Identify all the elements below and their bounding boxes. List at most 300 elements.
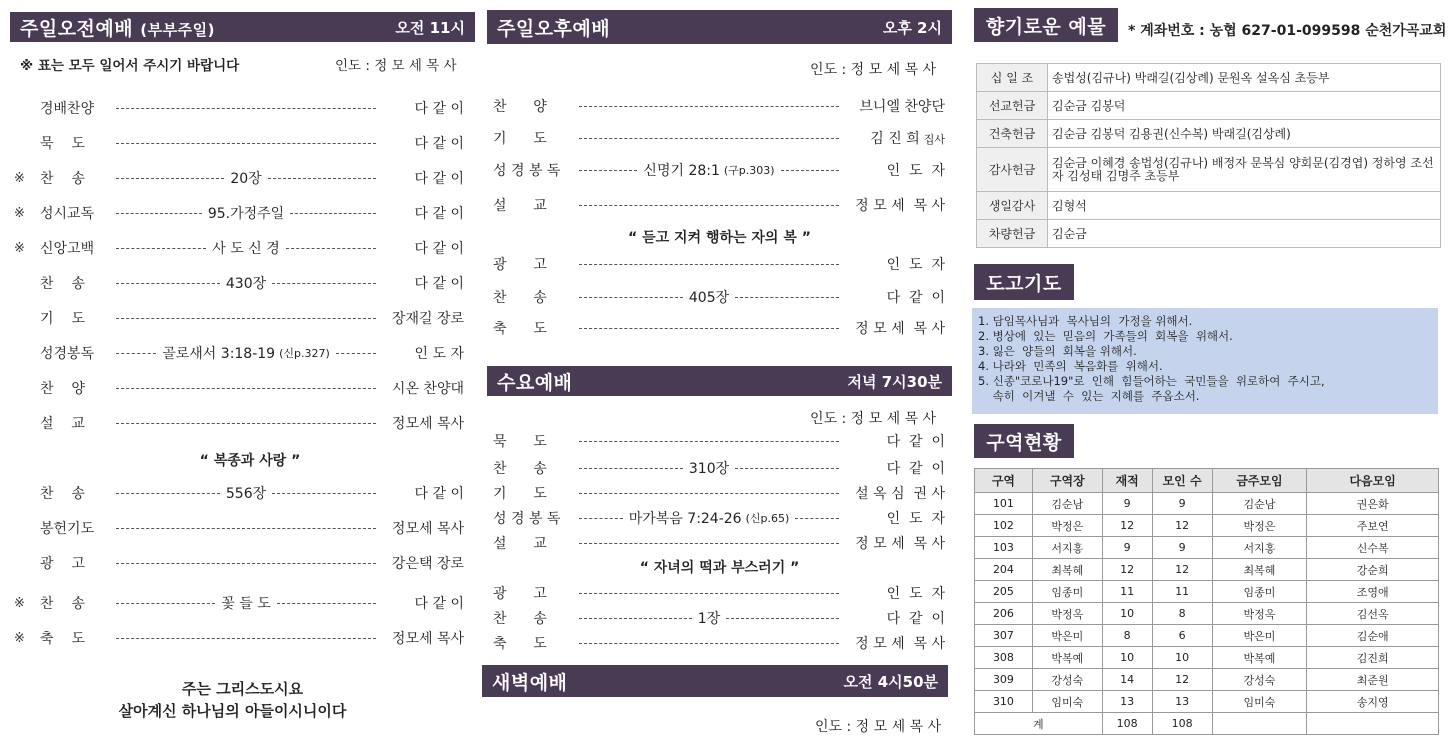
order-person: 정 모 세 목 사 (855, 198, 945, 214)
regions-cell: 박은미 (1212, 625, 1307, 647)
regions-cell: 주보연 (1307, 515, 1439, 537)
order-leader-dots (110, 423, 382, 424)
order-label: 봉헌기도 (40, 521, 95, 537)
dotted-leader (579, 205, 839, 206)
regions-table (974, 468, 1439, 735)
prayer-item: 5. 신종"코로나19"로 인해 힘들어하는 국민들을 위로하여 주시고, (978, 374, 1325, 388)
dotted-leader (116, 493, 220, 494)
scripture-page-ref: (구p.303) (723, 164, 775, 177)
order-detail: 마가복음 7:24-26 (628, 511, 742, 527)
dotted-leader (336, 353, 376, 354)
order-person-title: 집사 (923, 133, 945, 146)
order-person: 인 도 자 (886, 257, 945, 273)
regions-cell: 11 (1152, 581, 1212, 603)
order-person: 강은택 장로 (391, 556, 464, 572)
order-item (493, 128, 945, 148)
dotted-leader (579, 518, 623, 519)
regions-cell: 김순남 (1212, 493, 1307, 515)
order-leader-dots (573, 264, 845, 265)
order-detail: 골로새서 3:18-19 (162, 346, 276, 362)
offering-category: 선교헌금 (977, 92, 1048, 120)
order-person: 다 같 이 (414, 136, 464, 152)
order-detail: 1장 (697, 611, 721, 627)
dotted-leader (272, 283, 376, 284)
dotted-leader (116, 563, 376, 564)
regions-cell: 13 (1152, 691, 1212, 713)
offering-row (977, 120, 1441, 148)
dotted-leader (579, 170, 637, 171)
order-detail: 95.가정주일 (207, 206, 285, 222)
order-leader-dots (110, 203, 382, 223)
dotted-leader (781, 170, 839, 171)
scripture-page-ref: (신p.65) (745, 512, 790, 525)
order-person: 정 모 세 목 사 (855, 321, 945, 337)
offering-names: 김순금 이혜경 송법성(김규나) 배정자 문복심 양회문(김경엽) 정하영 조선자 김성태 김명주 초등부 (1048, 148, 1441, 192)
order-leader-dots (110, 168, 382, 188)
regions-cell: 박은미 (1032, 625, 1102, 647)
order-detail: 405장 (688, 290, 730, 306)
order-label: 찬 송 (40, 486, 85, 502)
order-label: 찬 송 (40, 596, 85, 612)
regions-cell: 307 (975, 625, 1033, 647)
order-person: 다 같 이 (414, 206, 464, 222)
regions-cell: 신수복 (1307, 537, 1439, 559)
dotted-leader (579, 593, 839, 594)
regions-cell: 박정은 (1032, 515, 1102, 537)
order-leader-dots (573, 138, 845, 139)
order-leader-dots (573, 287, 845, 307)
wednesday-leader: 인도 : 정 모 세 목 사 (810, 411, 937, 427)
dotted-leader (579, 297, 683, 298)
order-item (14, 238, 464, 258)
regions-cell: 최복혜 (1212, 559, 1307, 581)
order-item (493, 96, 945, 116)
regions-cell: 박정옥 (1212, 603, 1307, 625)
order-detail: 꽃 들 도 (221, 596, 271, 612)
regions-column-header: 구역 (975, 469, 1033, 493)
order-leader-dots (573, 643, 845, 644)
order-label: 묵 도 (493, 434, 547, 450)
order-item (14, 593, 464, 613)
dotted-leader (268, 178, 376, 179)
prayer-item: 속히 이겨낼 수 있는 지혜를 주옵소서. (978, 389, 1200, 403)
regions-column-header: 모인 수 (1152, 469, 1212, 493)
order-person-name: 김 진 희 (870, 131, 920, 147)
regions-cell: 임미숙 (1032, 691, 1102, 713)
regions-cell: 김진희 (1307, 647, 1439, 669)
regions-cell: 206 (975, 603, 1033, 625)
order-item (14, 133, 464, 153)
regions-total-empty (1307, 713, 1439, 735)
order-item (14, 98, 464, 118)
dotted-leader (579, 441, 839, 442)
prayer-item: 1. 담임목사님과 목사님의 가정을 위해서. (978, 314, 1193, 328)
dotted-leader (579, 493, 839, 494)
regions-total-present: 108 (1152, 713, 1212, 735)
dotted-leader (579, 618, 692, 619)
morning-title: 주일오전예배 (부부주일) (20, 17, 215, 40)
order-item (493, 318, 945, 338)
order-person: 다 같 이 (414, 101, 464, 117)
morning-time: 오전 11시 (395, 18, 465, 37)
order-label: 찬 송 (40, 171, 85, 187)
regions-cell: 308 (975, 647, 1033, 669)
order-leader-dots (573, 441, 845, 442)
offering-category: 건축헌금 (977, 120, 1048, 148)
order-person: 다 같 이 (414, 596, 464, 612)
dotted-leader (579, 543, 839, 544)
regions-cell: 김순남 (1032, 493, 1102, 515)
morning-closing-line-1: 주는 그리스도시요 (181, 680, 304, 698)
offering-title: 향기로운 예물 (985, 15, 1107, 38)
regions-cell: 최준원 (1307, 669, 1439, 691)
order-leader-dots (110, 388, 382, 389)
table-row (975, 581, 1439, 603)
order-leader-dots (573, 543, 845, 544)
regions-cell: 12 (1102, 515, 1152, 537)
dotted-leader (579, 468, 683, 469)
order-label: 광 고 (40, 556, 85, 572)
order-label: 기 도 (493, 486, 547, 502)
order-leader-dots (110, 563, 382, 564)
regions-cell: 101 (975, 493, 1033, 515)
order-person: 정모세 목사 (391, 521, 464, 537)
order-item (14, 518, 464, 538)
prayer-item: 2. 병상에 있는 믿음의 가족들의 회복을 위해서. (978, 329, 1233, 343)
order-label: 기 도 (40, 311, 85, 327)
order-leader-dots (110, 483, 382, 503)
order-label: 찬 양 (493, 99, 547, 115)
order-item (493, 508, 945, 528)
regions-cell: 103 (975, 537, 1033, 559)
order-person: 정 모 세 목 사 (855, 536, 945, 552)
order-leader-dots (110, 343, 382, 363)
order-item (14, 203, 464, 223)
regions-cell: 6 (1152, 625, 1212, 647)
regions-cell: 강성숙 (1212, 669, 1307, 691)
regions-cell: 임종미 (1032, 581, 1102, 603)
order-leader-dots (110, 273, 382, 293)
order-item (14, 343, 464, 363)
regions-cell: 박복예 (1212, 647, 1307, 669)
regions-cell: 14 (1102, 669, 1152, 691)
dotted-leader (116, 143, 376, 144)
dotted-leader (579, 264, 839, 265)
dawn-header (482, 665, 948, 697)
dawn-title: 새벽예배 (492, 671, 568, 694)
order-person: 다 같 이 (886, 434, 945, 450)
offering-account: * 계좌번호 : 농협 627-01-099598 순천가곡교회 (1128, 23, 1447, 39)
dotted-leader (116, 603, 215, 604)
regions-cell: 13 (1102, 691, 1152, 713)
order-leader-dots (573, 593, 845, 594)
order-item (14, 308, 464, 328)
regions-cell: 10 (1152, 647, 1212, 669)
dotted-leader (116, 248, 206, 249)
order-person: 인 도 자 (886, 586, 945, 602)
regions-cell: 8 (1102, 625, 1152, 647)
offering-category: 차량헌금 (977, 220, 1048, 248)
afternoon-title: 주일오후예배 (497, 17, 611, 40)
afternoon-leader: 인도 : 정 모 세 목 사 (810, 62, 937, 78)
standing-mark: ※ (14, 630, 25, 646)
dotted-leader (116, 178, 224, 179)
order-item (493, 287, 945, 307)
offering-names: 김순금 김봉덕 김용권(신수복) 박래길(김상례) (1048, 120, 1441, 148)
order-leader-dots (573, 458, 845, 478)
regions-cell: 박복예 (1032, 647, 1102, 669)
regions-cell: 309 (975, 669, 1033, 691)
order-label: 경배찬양 (40, 101, 95, 117)
order-person: 시온 찬양대 (391, 381, 464, 397)
order-item (14, 168, 464, 188)
order-leader-dots (110, 528, 382, 529)
dotted-leader (116, 353, 156, 354)
order-label: 광 고 (493, 586, 547, 602)
dawn-time: 오전 4시50분 (843, 672, 938, 691)
order-label: 축 도 (493, 636, 547, 652)
regions-cell: 조영애 (1307, 581, 1439, 603)
order-leader-dots (110, 238, 382, 258)
order-leader-dots (573, 160, 845, 180)
regions-cell: 박정은 (1212, 515, 1307, 537)
afternoon-sermon-title: “ 듣고 지켜 행하는 자의 복 ” (628, 230, 811, 246)
order-person: 정 모 세 목 사 (855, 636, 945, 652)
order-leader-dots (573, 493, 845, 494)
prayer-header (974, 264, 1074, 300)
order-item (493, 458, 945, 478)
dotted-leader (579, 106, 839, 107)
regions-cell: 12 (1152, 559, 1212, 581)
afternoon-header (487, 10, 952, 44)
dawn-leader: 인도 : 정 모 세 목 사 (815, 719, 942, 735)
prayer-list (972, 308, 1438, 414)
dotted-leader (579, 138, 839, 139)
order-detail: 신명기 28:1 (643, 163, 720, 179)
order-label: 축 도 (40, 631, 85, 647)
order-label: 성 경 봉 독 (493, 511, 561, 527)
order-label: 광 고 (493, 257, 547, 273)
wednesday-header (487, 366, 952, 396)
order-person: 다 같 이 (414, 171, 464, 187)
dotted-leader (116, 108, 376, 109)
standing-mark: ※ (14, 595, 25, 611)
dotted-leader (795, 518, 839, 519)
order-person: 인 도 자 (886, 163, 945, 179)
morning-sermon-title: “ 복종과 사랑 ” (199, 453, 301, 469)
order-person: 다 같 이 (886, 290, 945, 306)
regions-column-header: 다음모임 (1307, 469, 1439, 493)
order-item (493, 254, 945, 274)
regions-cell: 9 (1102, 493, 1152, 515)
order-person: 장재길 장로 (391, 311, 464, 327)
regions-cell: 9 (1152, 493, 1212, 515)
standing-mark: ※ (14, 170, 25, 186)
regions-cell: 김선옥 (1307, 603, 1439, 625)
dotted-leader (272, 493, 376, 494)
prayer-item: 3. 잃은 양들의 회복을 위해서. (978, 344, 1137, 358)
offering-row (977, 64, 1441, 92)
order-leader-dots (110, 593, 382, 613)
dotted-leader (290, 213, 376, 214)
order-person (845, 128, 945, 148)
table-row (975, 691, 1439, 713)
table-row (975, 647, 1439, 669)
dotted-leader (116, 423, 376, 424)
regions-cell: 8 (1152, 603, 1212, 625)
order-label: 성시교독 (40, 206, 95, 222)
morning-notice: ※ 표는 모두 일어서 주시기 바랍니다 (20, 58, 240, 74)
regions-cell: 9 (1102, 537, 1152, 559)
regions-cell: 권은화 (1307, 493, 1439, 515)
order-person: 브니엘 찬양단 (859, 99, 945, 115)
order-label: 찬 송 (493, 290, 547, 306)
dotted-leader (277, 603, 376, 604)
regions-total-empty (1212, 713, 1307, 735)
morning-header (10, 12, 475, 42)
regions-cell: 임종미 (1212, 581, 1307, 603)
wednesday-time: 저녁 7시30분 (847, 372, 942, 391)
table-row (975, 625, 1439, 647)
dotted-leader (735, 468, 839, 469)
order-leader-dots (110, 143, 382, 144)
order-leader-dots (110, 108, 382, 109)
regions-cell: 임미숙 (1212, 691, 1307, 713)
order-label: 성경봉독 (40, 346, 95, 362)
regions-title: 구역현황 (986, 431, 1062, 454)
order-item (493, 533, 945, 553)
order-person: 다 같 이 (886, 611, 945, 627)
order-label: 찬 송 (493, 611, 547, 627)
order-label: 설 교 (493, 536, 547, 552)
regions-cell: 강성숙 (1032, 669, 1102, 691)
table-row (975, 603, 1439, 625)
regions-column-header: 구역장 (1032, 469, 1102, 493)
dotted-leader (579, 328, 839, 329)
offering-table (976, 63, 1441, 248)
order-person: 인 도 자 (414, 346, 464, 362)
offering-category: 생일감사 (977, 192, 1048, 220)
order-person: 정모세 목사 (391, 631, 464, 647)
order-item (493, 583, 945, 603)
morning-closing-line-2: 살아계신 하나님의 아들이시니이다 (118, 702, 347, 720)
regions-cell: 10 (1102, 647, 1152, 669)
standing-mark: ※ (14, 240, 25, 256)
table-row (975, 669, 1439, 691)
dotted-leader (286, 248, 376, 249)
regions-cell: 최복혜 (1032, 559, 1102, 581)
order-leader-dots (573, 205, 845, 206)
table-row (975, 537, 1439, 559)
standing-mark: ※ (14, 205, 25, 221)
prayer-title: 도고기도 (986, 272, 1062, 295)
order-label: 설 교 (40, 416, 85, 432)
order-item (14, 553, 464, 573)
regions-cell: 박정옥 (1032, 603, 1102, 625)
table-row (975, 559, 1439, 581)
order-leader-dots (573, 508, 845, 528)
regions-cell: 12 (1152, 669, 1212, 691)
dotted-leader (116, 528, 376, 529)
order-item (493, 160, 945, 180)
order-leader-dots (573, 328, 845, 329)
regions-cell: 12 (1102, 559, 1152, 581)
order-item (14, 378, 464, 398)
dotted-leader (726, 618, 839, 619)
regions-cell: 강순희 (1307, 559, 1439, 581)
order-person: 다 같 이 (414, 276, 464, 292)
order-person: 인 도 자 (886, 511, 945, 527)
offering-row (977, 92, 1441, 120)
order-person: 정모세 목사 (391, 416, 464, 432)
regions-cell: 204 (975, 559, 1033, 581)
order-item (493, 608, 945, 628)
regions-cell: 9 (1152, 537, 1212, 559)
regions-cell: 310 (975, 691, 1033, 713)
order-label: 찬 송 (493, 461, 547, 477)
order-leader-dots (110, 638, 382, 639)
regions-column-header: 재적 (1102, 469, 1152, 493)
order-item (14, 483, 464, 503)
offering-category: 감사헌금 (977, 148, 1048, 192)
regions-total-enrolled: 108 (1102, 713, 1152, 735)
regions-total-label: 계 (975, 713, 1103, 735)
offering-header (974, 8, 1118, 42)
offering-names: 송법성(김규나) 박래길(김상례) 문원옥 설옥심 초등부 (1048, 64, 1441, 92)
order-label: 축 도 (493, 321, 547, 337)
offering-names: 김순금 (1048, 220, 1441, 248)
order-person: 설 옥 심 권 사 (855, 486, 945, 502)
regions-total-row (975, 713, 1439, 735)
dotted-leader (116, 318, 376, 319)
order-label: 묵 도 (40, 136, 85, 152)
regions-cell: 12 (1152, 515, 1212, 537)
table-row (975, 515, 1439, 537)
order-label: 신앙고백 (40, 241, 95, 257)
dotted-leader (735, 297, 839, 298)
order-item (14, 413, 464, 433)
order-detail: 사 도 신 경 (212, 241, 280, 257)
order-detail: 556장 (225, 486, 267, 502)
regions-cell: 102 (975, 515, 1033, 537)
regions-cell: 서지홍 (1212, 537, 1307, 559)
order-item (493, 483, 945, 503)
order-detail: 310장 (688, 461, 730, 477)
order-label: 기 도 (493, 131, 547, 147)
regions-cell: 205 (975, 581, 1033, 603)
order-detail: 20장 (230, 171, 262, 187)
order-item (14, 273, 464, 293)
regions-header (974, 424, 1074, 458)
dotted-leader (116, 283, 220, 284)
order-person: 다 같 이 (886, 461, 945, 477)
offering-row (977, 192, 1441, 220)
regions-cell: 김순애 (1307, 625, 1439, 647)
regions-cell: 10 (1102, 603, 1152, 625)
table-row (975, 493, 1439, 515)
order-leader-dots (110, 318, 382, 319)
order-item (14, 628, 464, 648)
morning-leader: 인도 : 정 모 세 목 사 (335, 58, 457, 74)
dotted-leader (116, 388, 376, 389)
wednesday-title: 수요예배 (497, 371, 573, 394)
regions-column-header: 금주모임 (1212, 469, 1307, 493)
offering-row (977, 148, 1441, 192)
order-item (493, 195, 945, 215)
order-leader-dots (573, 106, 845, 107)
order-detail: 430장 (225, 276, 267, 292)
offering-names: 김형석 (1048, 192, 1441, 220)
